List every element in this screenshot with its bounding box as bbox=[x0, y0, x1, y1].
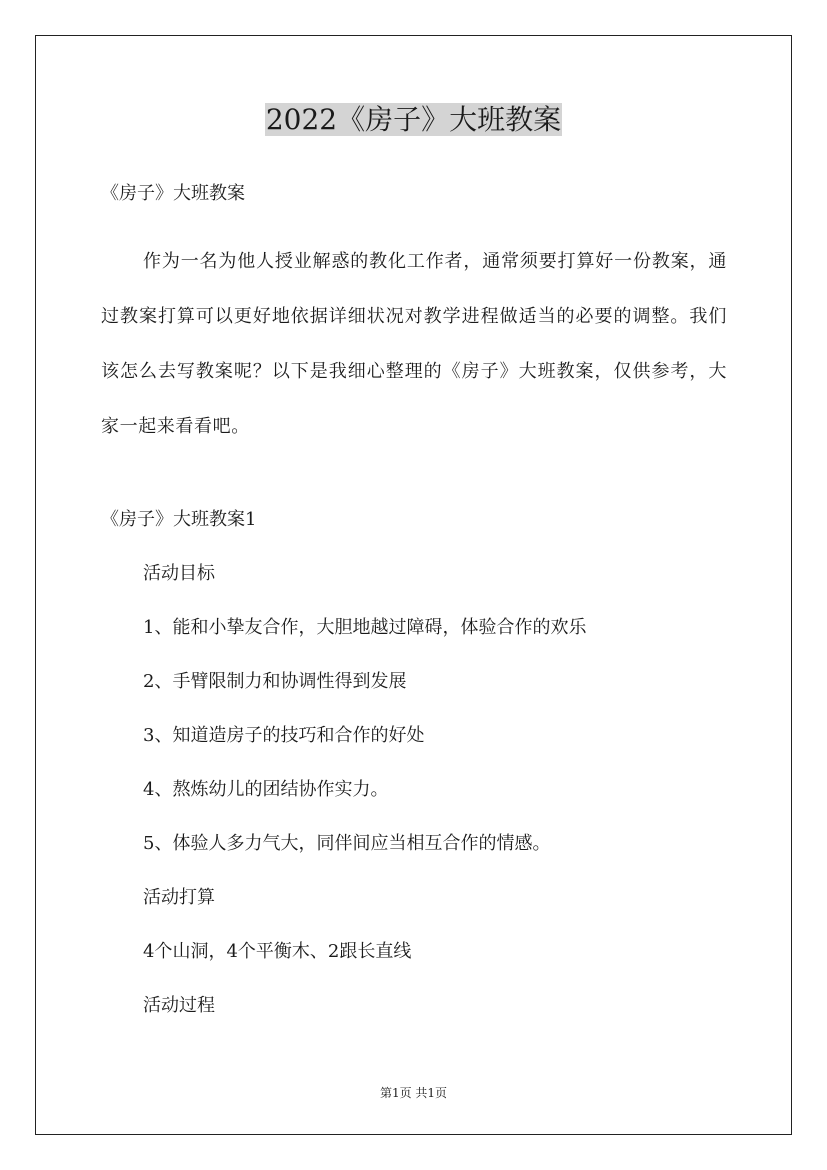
page-number: 第1页 共1页 bbox=[379, 1086, 448, 1100]
objective-item: 5、体验人多力气大，同伴间应当相互合作的情感。 bbox=[143, 833, 551, 854]
intro-paragraph: 作为一名为他人授业解惑的教化工作者，通常须要打算好一份教案，通过教案打算可以更好地依据详细状况对教学进程做适当的必要的调整。我们该怎么去写教案呢？以下是我细心整理的《房子》大班教案，仅供参考，大家一起来看看吧。 bbox=[101, 251, 727, 437]
objective-item: 3、知道造房子的技巧和合作的好处 bbox=[143, 725, 425, 746]
page-footer bbox=[0, 1085, 827, 1101]
preparation-text: 4个山洞，4个平衡木、2跟长直线 bbox=[143, 941, 412, 962]
document-title bbox=[0, 100, 827, 140]
objectives-heading: 活动目标 bbox=[143, 563, 215, 584]
document-subtitle: 《房子》大班教案 bbox=[101, 183, 245, 204]
preparation-heading: 活动打算 bbox=[143, 887, 215, 908]
objective-item: 4、熬炼幼儿的团结协作实力。 bbox=[143, 779, 389, 800]
section-heading: 《房子》大班教案1 bbox=[101, 509, 257, 530]
objective-item: 2、手臂限制力和协调性得到发展 bbox=[143, 671, 407, 692]
document-title-text: 2022《房子》大班教案 bbox=[265, 103, 562, 136]
objective-item: 1、能和小挚友合作，大胆地越过障碍，体验合作的欢乐 bbox=[143, 617, 587, 638]
process-heading: 活动过程 bbox=[143, 995, 215, 1016]
